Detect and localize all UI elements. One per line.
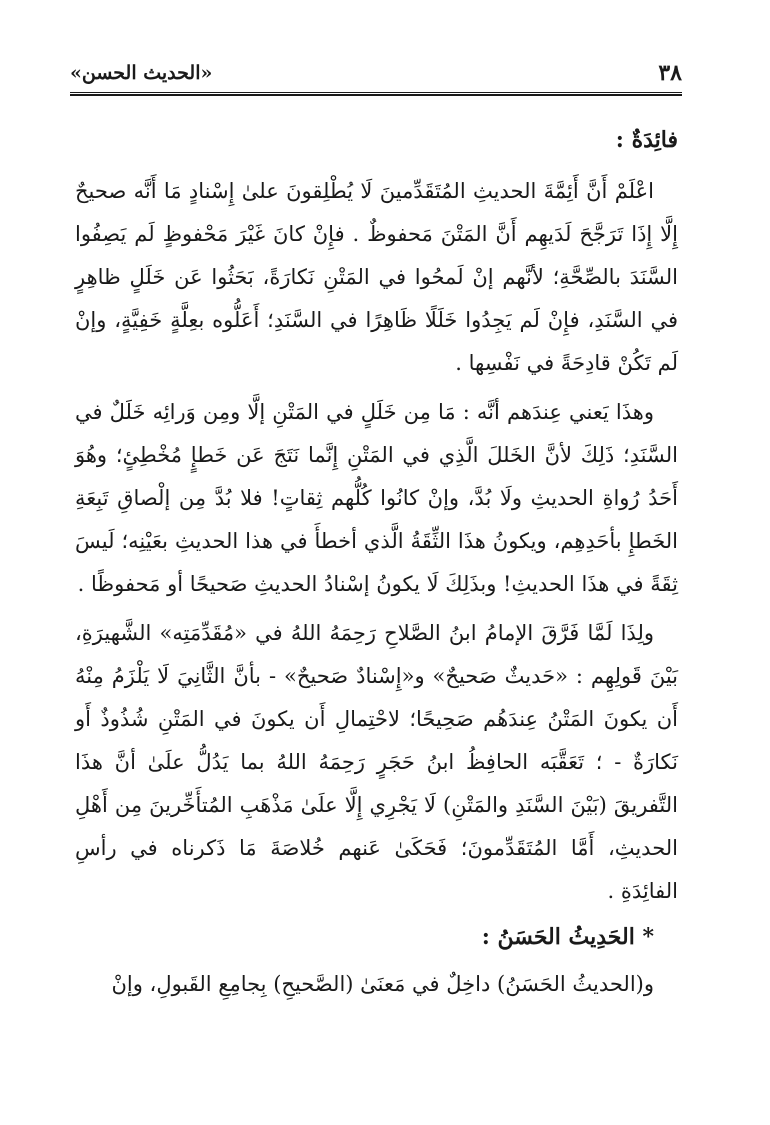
- section-heading-faida: فائِدَةٌ :: [615, 127, 678, 153]
- header-divider: [70, 92, 682, 96]
- page-header: [70, 58, 682, 90]
- paragraph-4: و(الحديثُ الحَسَنُ) داخِلٌ في مَعنَىٰ (الصَّحيحِ) بِجامِعِ القَبولِ، وإنْ: [111, 972, 654, 996]
- paragraph-3: ولِذَا لَمَّا فَرَّقَ الإمامُ ابنُ الصَّلاحِ رَحِمَهُ اللهُ في «مُقَدِّمَتِه» الشَّهيرَةِ، بَيْنَ قَولِهِم : «حَديثٌ صَحيحٌ» و«إِسْنادٌ صَحيحٌ» - بأنَّ الثَّانِيَ لَا يَلْزَمُ مِنْهُ أَن يكونَ المَتْنُ عِندَهُم صَحِيحًا؛ لاحْتِمالِ أَن يكونَ في المَتْنِ شُذُوذٌ أَو نَكارَةٌ - ؛ تَعَقَّبَه الحافِظُ ابنُ حَجَرٍ رَحِمَهُ اللهُ بما يَدُلُّ علَىٰ أنَّ هذَا التَّفريقَ (بَيْنَ السَّنَدِ والمَتْنِ) لَا يَجْرِي إِلَّا علَىٰ مَذْهَبِ المُتأَخِّرينَ مِن أَهْلِ الحديثِ، أَمَّا المُتَقَدِّمونَ؛ فَحَكَىٰ عَنهم خُلاصَةَ مَا ذَكرناه في رأسِ الفائِدَةِ .: [75, 621, 678, 903]
- section-heading-hasan: * الحَدِيثُ الحَسَنُ :: [481, 924, 654, 950]
- running-title: «الحديث الحسن»: [70, 62, 213, 84]
- page-number: ٣٨: [658, 60, 682, 86]
- page-body: [75, 118, 678, 1012]
- paragraph-2: وهذَا يَعني عِندَهم أنَّه : مَا مِن خَلَلٍ في المَتْنِ إلَّا ومِن وَرائِه خَلَلٌ في السَّنَدِ؛ ذَلِكَ لأنَّ الخَللَ الَّذِي في المَتْنِ إِنَّما نَتَجَ عَن خَطإٍ مُخْطِئٍ؛ وهُوَ أَحَدُ رُواةِ الحديثِ ولَا بُدَّ، وإنْ كانُوا كُلُّهم ثِقاتٍ! فلا بُدَّ مِن إلْصاقِ تَبِعَةِ الخَطإِ بأحَدِهِم، ويكونُ هذَا الثِّقَةُ الَّذي أخطأَ في هذا الحديثِ بعَيْنِه؛ لَيسَ ثِقَةً في هذَا الحديثِ! وبذَلِكَ لَا يكونُ إسْنادُ الحديثِ صَحيحًا أو مَحفوظًا .: [75, 400, 679, 596]
- paragraph-1: اعْلَمْ أَنَّ أَئِمَّةَ الحديثِ المُتَقَدِّمينَ لَا يُطْلِقونَ علىٰ إِسْنادٍ مَا أَنَّه صحيحٌ إِلَّا إِذَا تَرَجَّحَ لَدَيهِم أَنَّ المَتْنَ مَحفوظٌ . فإِنْ كانَ غَيْرَ مَحْفوظٍ لَم يَصِفُوا السَّنَدَ بالصِّحَّةِ؛ لأنَّهم إنْ لَمحُوا في المَتْنِ نَكارَةً، بَحَثُوا عَن خَلَلٍ ظاهِرٍ في السَّنَدِ، فإِنْ لَم يَجِدُوا خَلَلًا ظَاهِرًا في السَّنَدِ؛ أَعَلُّوه بعِلَّةٍ خَفِيَّةٍ، وإنْ لَم تَكُنْ قادِحَةً في نَفْسِها .: [75, 179, 678, 375]
